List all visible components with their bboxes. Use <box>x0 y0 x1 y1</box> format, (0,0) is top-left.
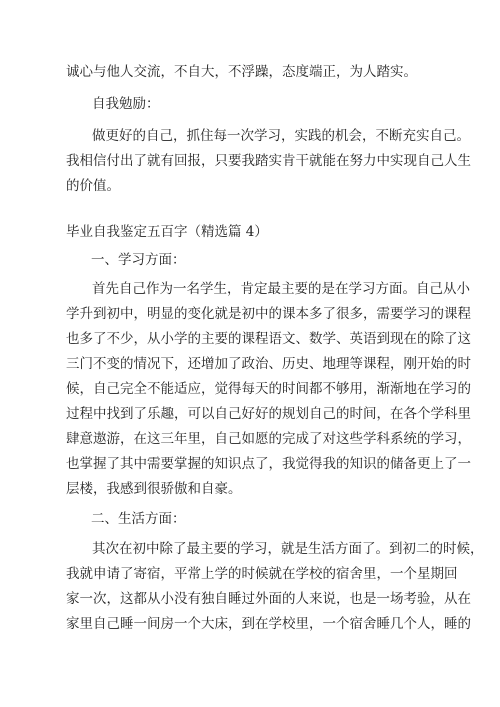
article-title: 毕业自我鉴定五百字（精选篇 4） <box>66 224 268 240</box>
paragraph-line: 我就申请了寄宿，平常上学的时候就在学校的宿舍里，一个星期回 <box>66 566 458 582</box>
paragraph-line: 也多了不少，从小学的主要的课程语文、数学、英语到现在的除了这 <box>66 331 471 347</box>
section-heading: 自我勉励： <box>92 96 160 112</box>
paragraph-line: 肆意遨游，在这三年里，自己如愿的完成了对这些学科系统的学习， <box>66 431 471 447</box>
paragraph-line: 做更好的自己，抓住每一次学习，实践的机会，不断充实自己。 <box>92 128 470 144</box>
paragraph-line: 家里自己睡一间房一个大床，到在学校里，一个宿舍睡几个人，睡的 <box>66 616 471 632</box>
paragraph-line: 家一次，这都从小没有独自睡过外面的人来说，也是一场考验，从在 <box>66 591 471 607</box>
paragraph-line: 首先自己作为一名学生，肯定最主要的是在学习方面。自己从小 <box>92 281 470 297</box>
paragraph-line: 过程中找到了乐趣，可以自己好好的规划自己的时间，在各个学科里 <box>66 406 471 422</box>
paragraph-line: 诚心与他人交流，不自大，不浮躁，态度端正，为人踏实。 <box>66 64 417 80</box>
paragraph-line: 其次在初中除了最主要的学习，就是生活方面了。到初二的时候， <box>92 541 484 557</box>
paragraph-line: 我相信付出了就有回报，只要我踏实肯干就能在努力中实现自己人生 <box>66 153 471 169</box>
section-heading: 一、学习方面： <box>91 252 186 268</box>
paragraph-line: 的价值。 <box>66 178 120 194</box>
paragraph-line: 候，自己完全不能适应，觉得每天的时间都不够用，渐渐地在学习的 <box>66 381 471 397</box>
paragraph-line: 三门不变的情况下，还增加了政治、历史、地理等课程，刚开始的时 <box>66 356 471 372</box>
section-heading: 二、生活方面： <box>91 511 186 527</box>
paragraph-line: 学升到初中，明显的变化就是初中的课本多了很多，需要学习的课程 <box>66 306 471 322</box>
paragraph-line: 层楼，我感到很骄傲和自豪。 <box>66 481 242 497</box>
paragraph-line: 也掌握了其中需要掌握的知识点了，我觉得我的知识的储备更上了一 <box>66 456 471 472</box>
